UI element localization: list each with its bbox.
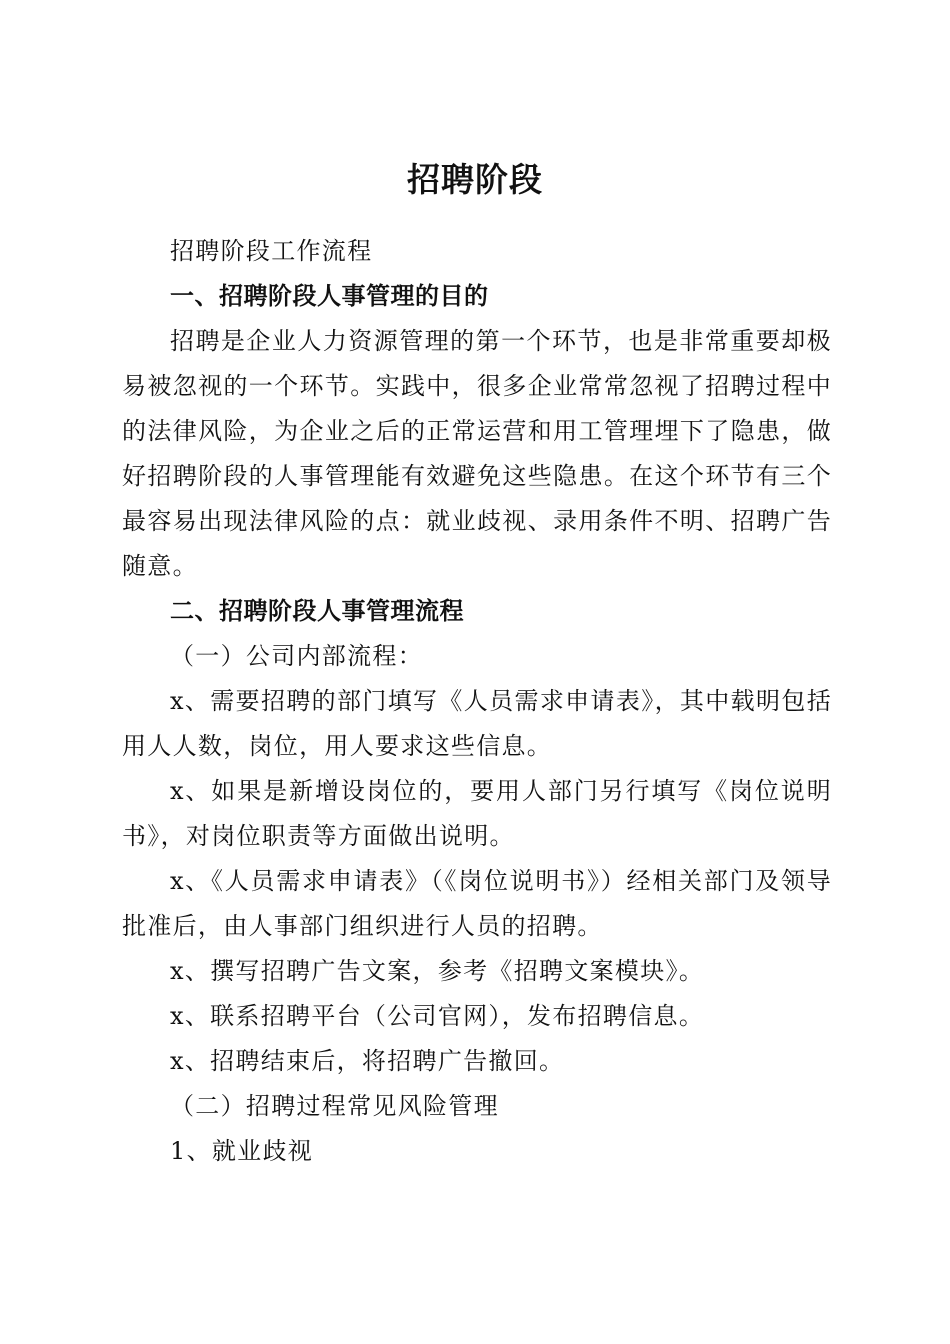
process-step-6: x、招聘结束后，将招聘广告撤回。 xyxy=(170,1047,565,1075)
process-step-4: x、撰写招聘广告文案，参考《招聘文案模块》。 xyxy=(170,957,705,985)
section-heading-process: 二、招聘阶段人事管理流程 xyxy=(170,597,464,625)
subsection-risk-management: （二）招聘过程常见风险管理 xyxy=(170,1092,499,1120)
process-step-2: x、如果是新增设岗位的，要用人部门另行填写《岗位说明书》，对岗位职责等方面做出说明。 xyxy=(122,777,832,850)
risk-item-1: 1、就业歧视 xyxy=(170,1137,314,1165)
document-body xyxy=(122,229,832,1174)
intro-line: 招聘阶段工作流程 xyxy=(170,237,373,265)
section-heading-purpose: 一、招聘阶段人事管理的目的 xyxy=(170,282,489,310)
process-step-5: x、联系招聘平台（公司官网），发布招聘信息。 xyxy=(170,1002,705,1030)
purpose-paragraph: 招聘是企业人力资源管理的第一个环节，也是非常重要却极易被忽视的一个环节。实践中，很多企业常常忽视了招聘过程中的法律风险，为企业之后的正常运营和用工管理埋下了隐患，做好招聘阶段的人事管理能有效避免这些隐患。在这个环节有三个最容易出现法律风险的点：就业歧视、录用条件不明、招聘广告随意。 xyxy=(122,327,832,580)
page-title: 招聘阶段 xyxy=(407,160,543,200)
process-step-1: x、需要招聘的部门填写《人员需求申请表》，其中载明包括用人人数，岗位，用人要求这些信息。 xyxy=(122,687,832,760)
subsection-internal-process: （一）公司内部流程： xyxy=(170,642,423,670)
process-step-3: x、《人员需求申请表》（《岗位说明书》）经相关部门及领导批准后，由人事部门组织进行人员的招聘。 xyxy=(122,867,832,940)
